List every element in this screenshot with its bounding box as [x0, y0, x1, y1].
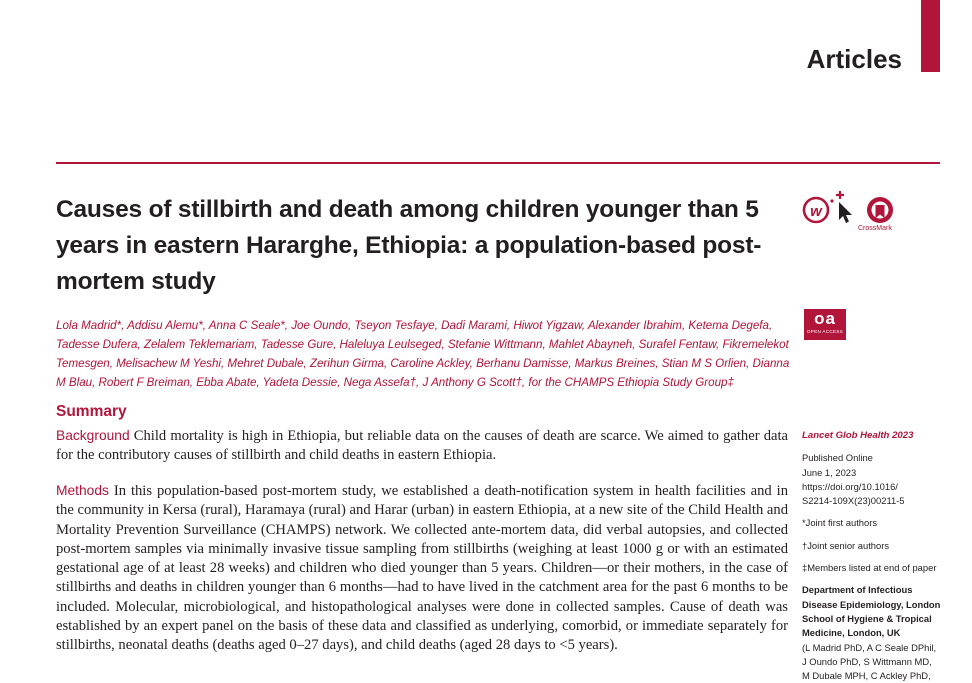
methods-text: In this population-based post-mortem study, we established a death-notification system in health facilities and in the community in Kersa (rural), Haramaya (rural) and Harar (urban) in eastern Ethiopia, at a new site of the Child Health and Mortality Prevention Surveillance (CHAMPS) network. We collected ante-mortem data, did verbal autopsies, and collected post-mortem samples via minimally invasive tissue sampling from stillbirths (weighing at least 1000 g or with an estimated gestational age of at least 28 weeks) and children who died younger than 5 years. Children—or their mothers, in the case of stillbirths and deaths in children younger than 6 months—had to have lived in the catchment area for the past 6 months to be included. Molecular, microbiological, and histopathological analyses were done in collected samples. Cause of death was established by an expert panel on the basis of these data and classified as underlying, comorbid, or immediate separately for stillbirths, neonatal deaths (deaths aged 0–27 days), and child deaths (aged 28 days to <5 years). — [56, 483, 788, 654]
dept-line: School of Hygiene & Tropical — [802, 612, 932, 624]
publication-info — [802, 451, 952, 508]
background-paragraph — [56, 426, 788, 466]
members-note: ‡Members listed at end of paper — [802, 562, 937, 574]
published-date: June 1, 2023 — [802, 466, 857, 478]
dept-line: Medicine, London, UK — [802, 627, 901, 639]
methods-label: Methods — [56, 483, 109, 498]
dept-line: Disease Epidemiology, London — [802, 598, 941, 610]
corner-accent-bar — [921, 0, 940, 72]
header-rule — [56, 162, 940, 164]
background-label: Background — [56, 428, 130, 443]
affiliation-dept — [802, 583, 952, 640]
summary-heading: Summary — [56, 403, 127, 420]
affil-line: J Oundo PhD, S Wittmann MD, — [802, 655, 932, 667]
cursor-icon[interactable] — [830, 191, 852, 223]
article-title: Causes of stillbirth and death among children younger than 5 years in eastern Hararghe, Ethiopia: a population-based post-mortem study — [56, 196, 762, 295]
background-text: Child mortality is high in Ethiopia, but reliable data on the causes of death are scarce. We aimed to gather data for the contributory causes of stillbirth and child deaths in eastern Ethiopia. — [56, 428, 788, 464]
affil-line: M Dubale MPH, C Ackley PhD, — [802, 670, 931, 682]
svg-text:w: w — [810, 203, 822, 220]
methods-paragraph — [56, 481, 788, 656]
joint-first-note: *Joint first authors — [802, 517, 878, 529]
open-access-icon: oa — [814, 309, 836, 328]
open-access-badge — [804, 309, 846, 340]
open-access-label: OPEN ACCESS — [806, 329, 844, 334]
doi-link-cont[interactable]: S2214-109X(23)00211-5 — [802, 495, 905, 507]
article-tools — [802, 190, 902, 240]
journal-citation: Lancet Glob Health 2023 — [802, 430, 914, 441]
section-label: Articles — [806, 44, 902, 74]
crossmark-icon[interactable] — [867, 197, 893, 223]
author-list: Lola Madrid*, Addisu Alemu*, Anna C Seale*, Joe Oundo, Tseyon Tesfaye, Dadi Marami, Hiwot Yigzaw, Alexander Ibrahim, Ketema Degefa, Tadesse Dufera, Zelalem Teklemariam, Tadesse Gure, Haleluya Leulseged, Stefanie Wittmann, Mahlet Abayneh, Surafel Fentaw, Fikremelekot Temesgen, Melisachew M Yeshi, Mehret Dubale, Zerihun Girma, Caroline Ackley, Berhanu Damisse, Markus Breines, Stian M S Orlien, Dianna M Blau, Robert F Breiman, Ebba Abate, Yadeta Dessie, Nega Assefa†, J Anthony G Scott†, for the CHAMPS Ethiopia Study Group‡ — [56, 319, 790, 389]
published-online: Published Online — [802, 452, 873, 464]
affil-line: (L Madrid PhD, A C Seale DPhil, — [802, 641, 937, 653]
article-sidebar — [802, 429, 952, 683]
doi-link[interactable]: https://doi.org/10.1016/ — [802, 480, 898, 492]
dept-line: Department of Infectious — [802, 584, 913, 596]
crossmark-label: CrossMark — [858, 225, 892, 232]
wiley-icon[interactable] — [804, 198, 828, 222]
joint-senior-note: †Joint senior authors — [802, 539, 890, 551]
affiliation-members — [802, 641, 952, 683]
